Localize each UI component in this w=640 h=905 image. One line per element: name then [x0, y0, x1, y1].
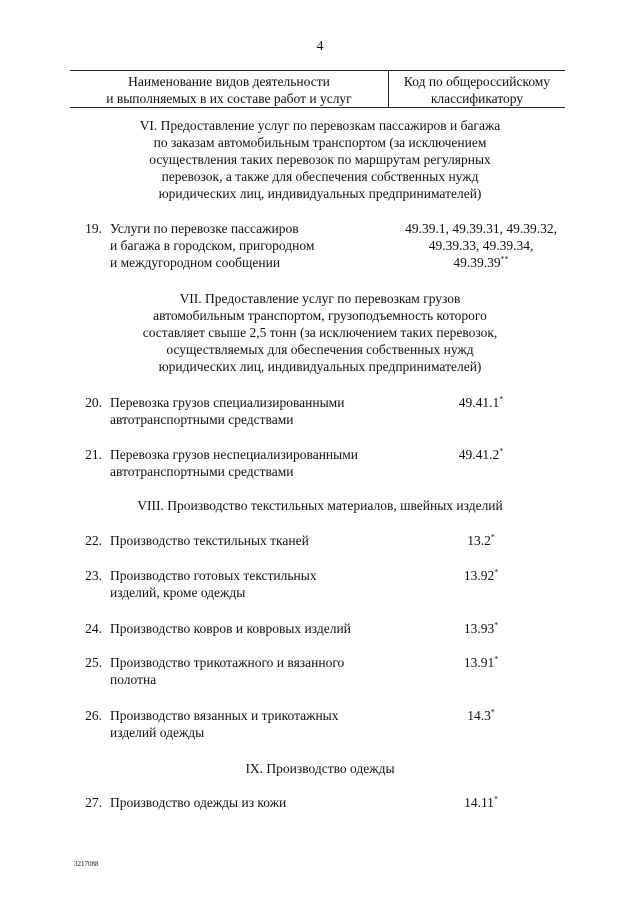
footnote-mark: *	[490, 532, 495, 542]
row-activity-name	[110, 446, 400, 480]
section-title-line: перевозок, а также для обеспечения собственных нужд	[161, 169, 479, 184]
page-number: 4	[316, 39, 324, 54]
row-name-line: и междугородном сообщении	[110, 255, 281, 270]
row-code-value: 49.41.1	[458, 395, 500, 410]
footnote-mark: *	[490, 707, 495, 717]
row-name-line: и багажа в городском, пригородном	[110, 238, 315, 253]
row-code	[375, 446, 587, 463]
section-title-line: IX. Производство одежды	[245, 761, 395, 776]
row-name-line: Производство готовых текстильных	[110, 568, 317, 583]
section-title-line: составляет свыше 2,5 тонн (за исключением таких перевозок,	[142, 325, 498, 340]
row-activity-name	[110, 707, 400, 741]
row-activity-name	[110, 654, 400, 688]
row-number: 20.	[85, 395, 102, 410]
row-code	[375, 394, 587, 411]
row-code-value: 14.3	[467, 708, 491, 723]
row-activity-name	[110, 567, 400, 601]
row-name-line: Услуги по перевозке пассажиров	[110, 221, 299, 236]
header-activity-line-2: и выполняемых в их составе работ и услуг	[106, 91, 352, 106]
section-title-line: по заказам автомобильным транспортом (за исключением	[153, 135, 487, 150]
row-name-line: полотна	[110, 672, 157, 687]
row-code	[375, 620, 587, 637]
row-code	[375, 532, 587, 549]
section-title-line: VI. Предоставление услуг по перевозкам пассажиров и багажа	[139, 118, 501, 133]
footnote-mark: *	[494, 654, 499, 664]
row-name-line: изделий, кроме одежды	[110, 585, 246, 600]
row-code-value: 13.93	[463, 621, 495, 636]
row-name-line: автотранспортными средствами	[110, 464, 294, 479]
row-name-line: Перевозка грузов неспециализированными	[110, 447, 358, 462]
row-code-line: 49.39.33, 49.39.34,	[428, 238, 534, 253]
header-activity-line-1: Наименование видов деятельности	[128, 74, 330, 89]
row-name-line: Производство вязанных и трикотажных	[110, 708, 339, 723]
row-name-line: Производство трикотажного и вязанного	[110, 655, 345, 670]
row-code	[375, 567, 587, 584]
row-number: 24.	[85, 621, 102, 636]
row-activity-name	[110, 220, 400, 271]
row-name-line: Производство одежды из кожи	[110, 795, 287, 810]
row-name-line: Производство ковров и ковровых изделий	[110, 621, 351, 636]
row-code-value: 14.11	[464, 795, 494, 810]
row-number: 23.	[85, 568, 102, 583]
row-code-value: 49.41.2	[458, 447, 500, 462]
row-code-value: 13.92	[463, 568, 495, 583]
row-code-value: 13.2	[467, 533, 491, 548]
row-activity-name	[110, 532, 400, 549]
row-number: 21.	[85, 447, 102, 462]
row-number: 19.	[85, 221, 102, 236]
row-number: 25.	[85, 655, 102, 670]
section-title-ix	[95, 760, 545, 777]
footnote-mark: *	[493, 794, 498, 804]
section-title-line: осуществления таких перевозок по маршрутам регулярных	[149, 152, 491, 167]
row-code	[375, 794, 587, 811]
row-code	[375, 707, 587, 724]
row-activity-name	[110, 794, 400, 811]
section-title-line: VII. Предоставление услуг по перевозкам грузов	[179, 291, 461, 306]
row-number: 27.	[85, 795, 102, 810]
footnote-mark: *	[494, 567, 499, 577]
row-code	[375, 654, 587, 671]
row-code-line	[375, 254, 587, 271]
section-title-line: VIII. Производство текстильных материалов, швейных изделий	[137, 498, 503, 513]
row-name-line: Перевозка грузов специализированными	[110, 395, 345, 410]
section-title-line: юридических лиц, индивидуальных предпринимателей)	[158, 359, 482, 374]
section-title-line: осуществляемых для обеспечения собственных нужд	[166, 342, 474, 357]
row-code-value: 13.91	[463, 655, 495, 670]
footnote-mark: *	[494, 620, 499, 630]
row-name-line: изделий одежды	[110, 725, 205, 740]
row-activity-name	[110, 394, 400, 428]
row-name-line: автотранспортными средствами	[110, 412, 294, 427]
row-number: 26.	[85, 708, 102, 723]
footnote-mark: *	[499, 394, 504, 404]
section-title-line: автомобильным транспортом, грузоподъемность которого	[153, 308, 487, 323]
footnote-mark: *	[499, 446, 504, 456]
section-title-line: юридических лиц, индивидуальных предпринимателей)	[158, 186, 482, 201]
document-id: 3217088	[74, 860, 99, 868]
section-title-viii	[90, 497, 550, 514]
header-activity-column	[70, 73, 388, 107]
section-title-vi	[95, 117, 545, 202]
row-name-line: Производство текстильных тканей	[110, 533, 309, 548]
header-code-line-2: классификатору	[430, 91, 524, 106]
section-title-vii	[95, 290, 545, 375]
row-code	[375, 220, 587, 271]
row-number: 22.	[85, 533, 102, 548]
header-code-column	[389, 73, 565, 107]
row-code-line: 49.39.1, 49.39.31, 49.39.32,	[405, 221, 557, 236]
header-code-line-1: Код по общероссийскому	[403, 74, 551, 89]
table-header	[70, 70, 565, 108]
footnote-mark: **	[500, 254, 509, 264]
row-activity-name	[110, 620, 400, 637]
row-code-value: 49.39.39	[453, 255, 501, 270]
